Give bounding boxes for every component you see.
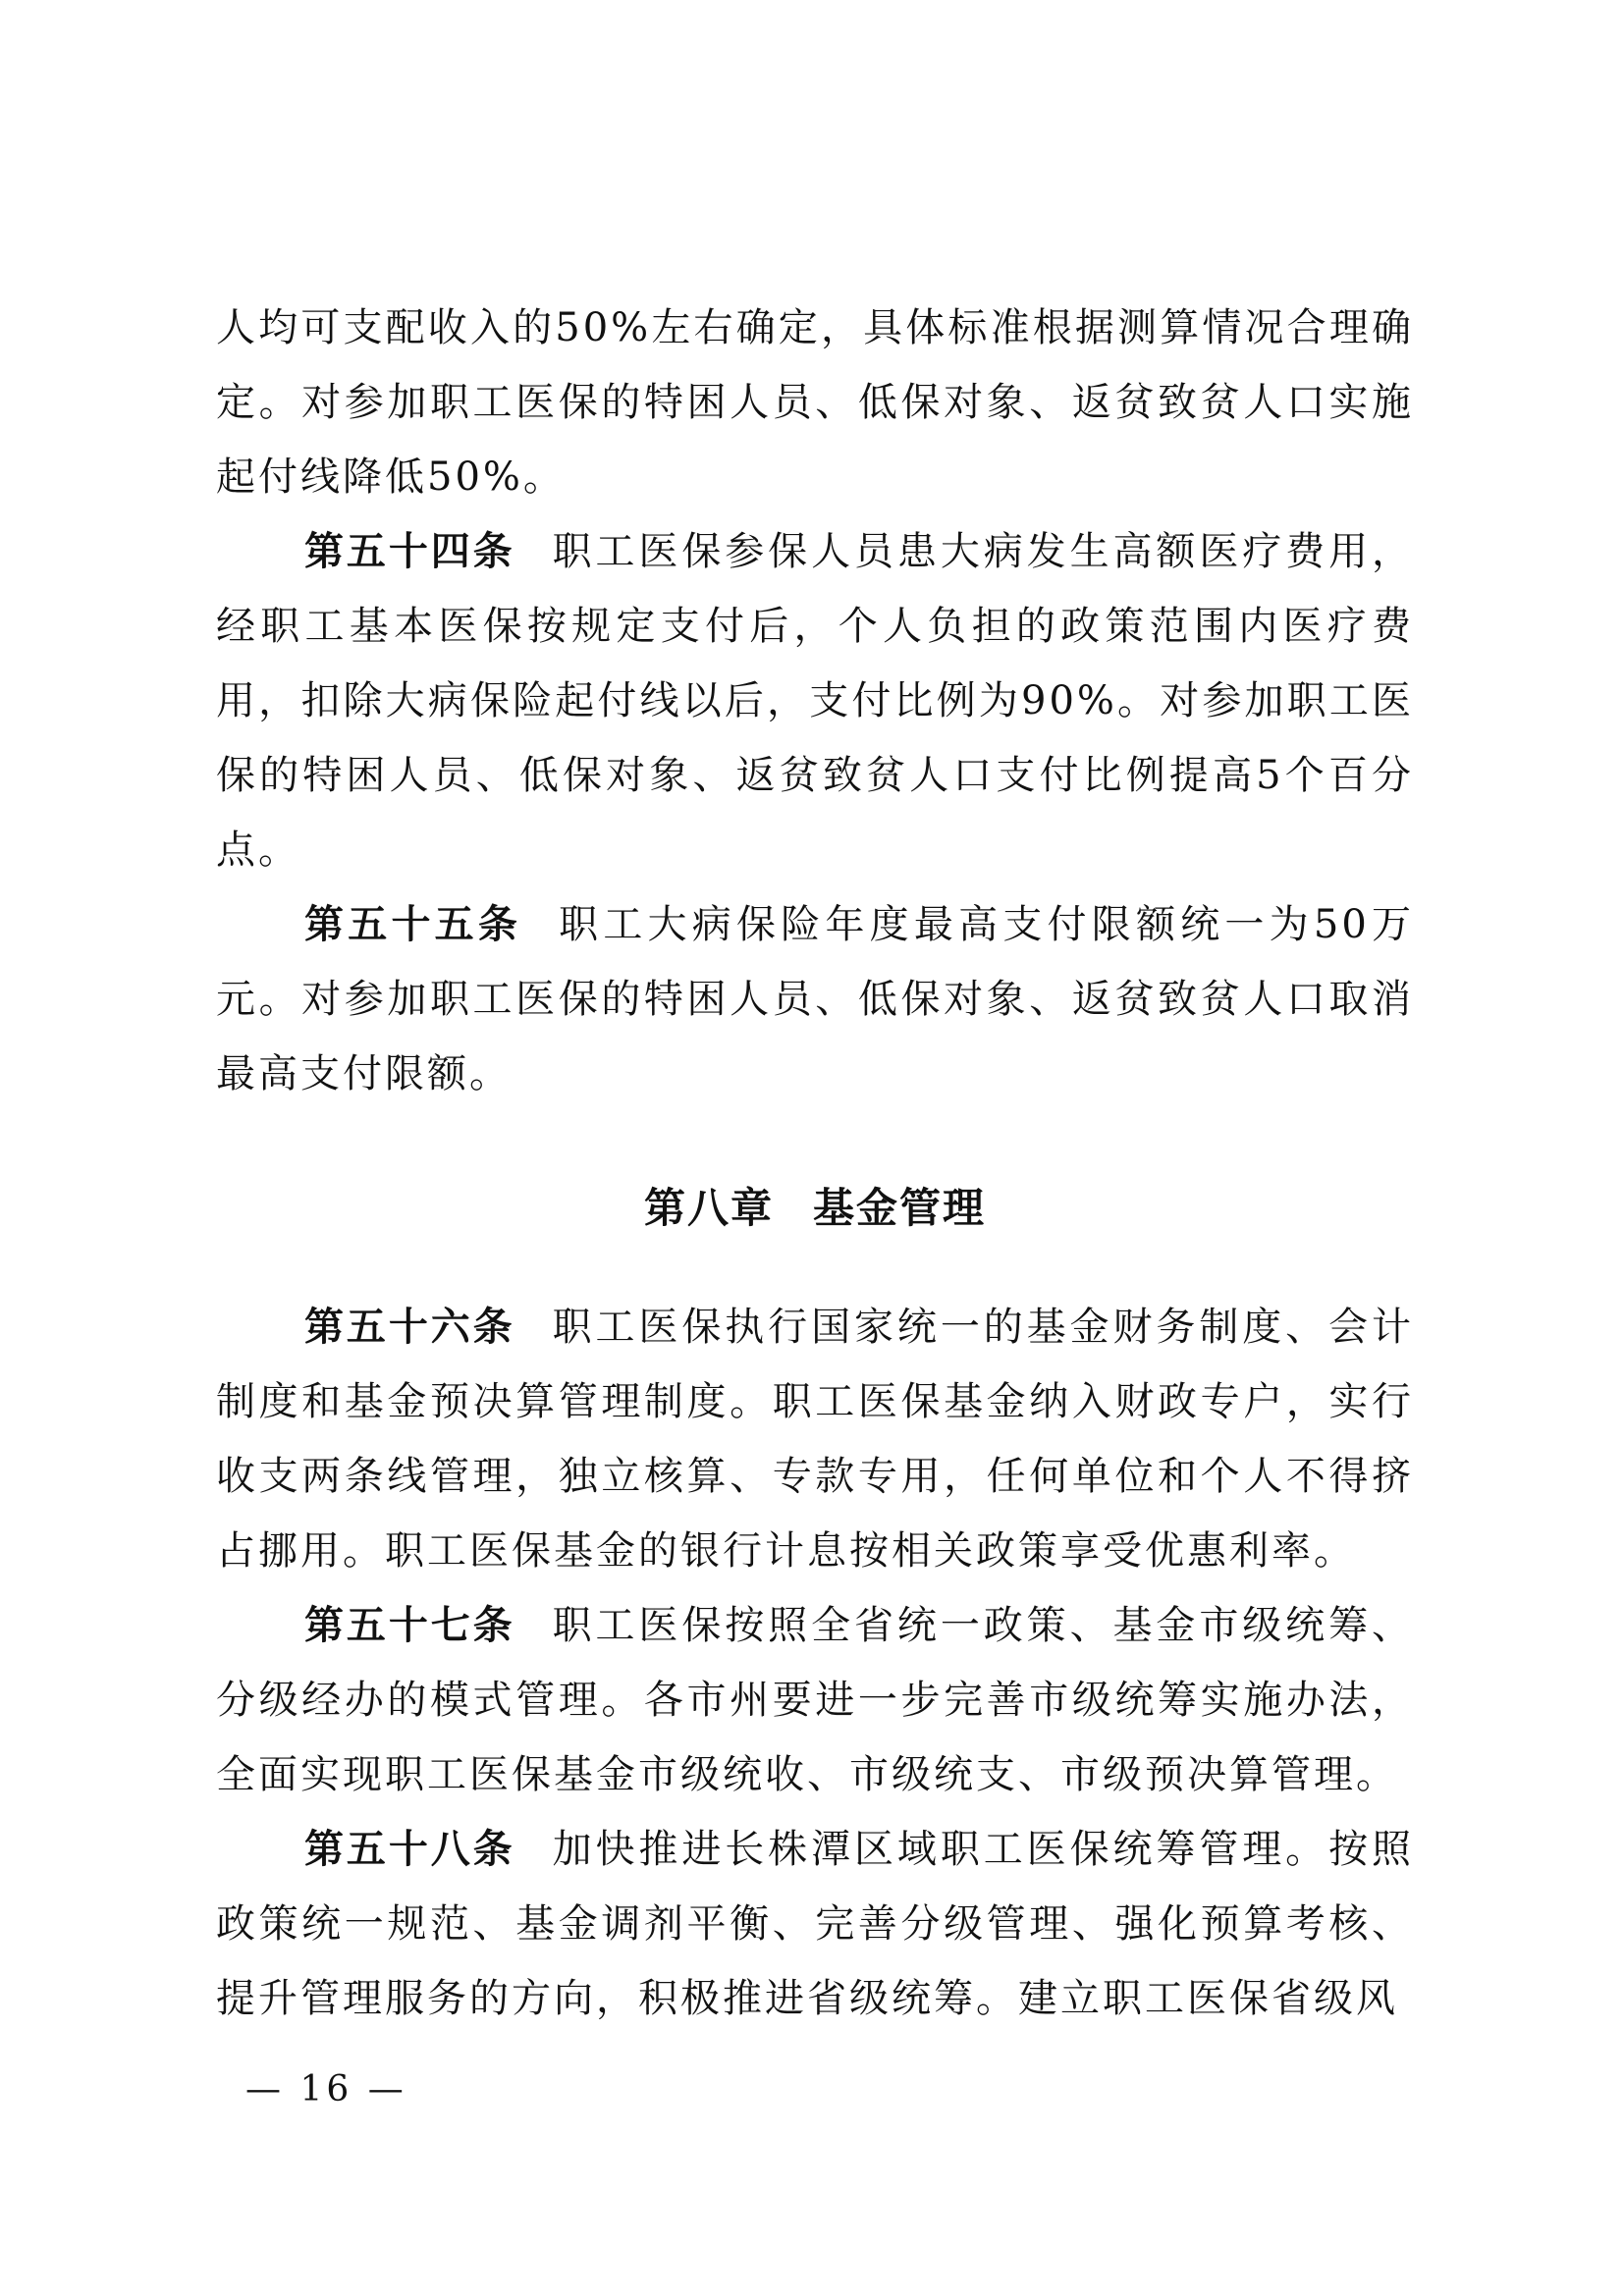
article-58-body: 加快推进长株潭区域职工医保统筹管理。按照政策统一规范、基金调剂平衡、完善分级管理、强化预算考核、提升管理服务的方向，积极推进省级统筹。建立职工医保省级风 — [216, 1827, 1415, 2021]
continued-paragraph: 人均可支配收入的50%左右确定，具体标准根据测算情况合理确定。对参加职工医保的特困人员、低保对象、返贫致贫人口实施起付线降低50%。 — [216, 305, 1414, 500]
article-55-title: 第五十五条 — [304, 902, 522, 947]
article-56-body: 职工医保执行国家统一的基金财务制度、会计制度和基金预决算管理制度。职工医保基金纳入财政专户，实行收支两条线管理，独立核算、专款专用，任何单位和个人不得挤占挪用。职工医保基金的银行计息按相关政策享受优惠利率。 — [216, 1305, 1415, 1574]
article-57-title: 第五十七条 — [304, 1603, 515, 1648]
text-section-top — [216, 291, 1414, 1111]
page-number: — 16 — — [245, 2069, 407, 2109]
chapter-name: 基金管理 — [813, 1184, 987, 1232]
article-55-body: 职工大病保险年度最高支付限额统一为50万元。对参加职工医保的特困人员、低保对象、返贫致贫人口取消最高支付限额。 — [216, 902, 1414, 1096]
article-57 — [216, 1588, 1414, 1812]
article-58-title: 第五十八条 — [304, 1827, 515, 1872]
chapter-heading — [216, 1176, 1414, 1235]
article-57-body: 职工医保按照全省统一政策、基金市级统筹、分级经办的模式管理。各市州要进一步完善市级统筹实施办法，全面实现职工医保基金市级统收、市级统支、市级预决算管理。 — [216, 1603, 1415, 1797]
article-55 — [216, 887, 1414, 1111]
article-56 — [216, 1290, 1414, 1588]
article-54-body: 职工医保参保人员患大病发生高额医疗费用，经职工基本医保按规定支付后，个人负担的政策范围内医疗费用，扣除大病保险起付线以后，支付比例为90%。对参加职工医保的特困人员、低保对象、返贫致贫人口支付比例提高5个百分点。 — [216, 529, 1415, 873]
article-54 — [216, 514, 1414, 887]
article-54-title: 第五十四条 — [304, 529, 515, 574]
chapter-number: 第八章 — [643, 1184, 774, 1232]
article-56-title: 第五十六条 — [304, 1305, 515, 1350]
article-58 — [216, 1812, 1414, 2036]
text-section-bottom — [216, 1290, 1414, 2036]
